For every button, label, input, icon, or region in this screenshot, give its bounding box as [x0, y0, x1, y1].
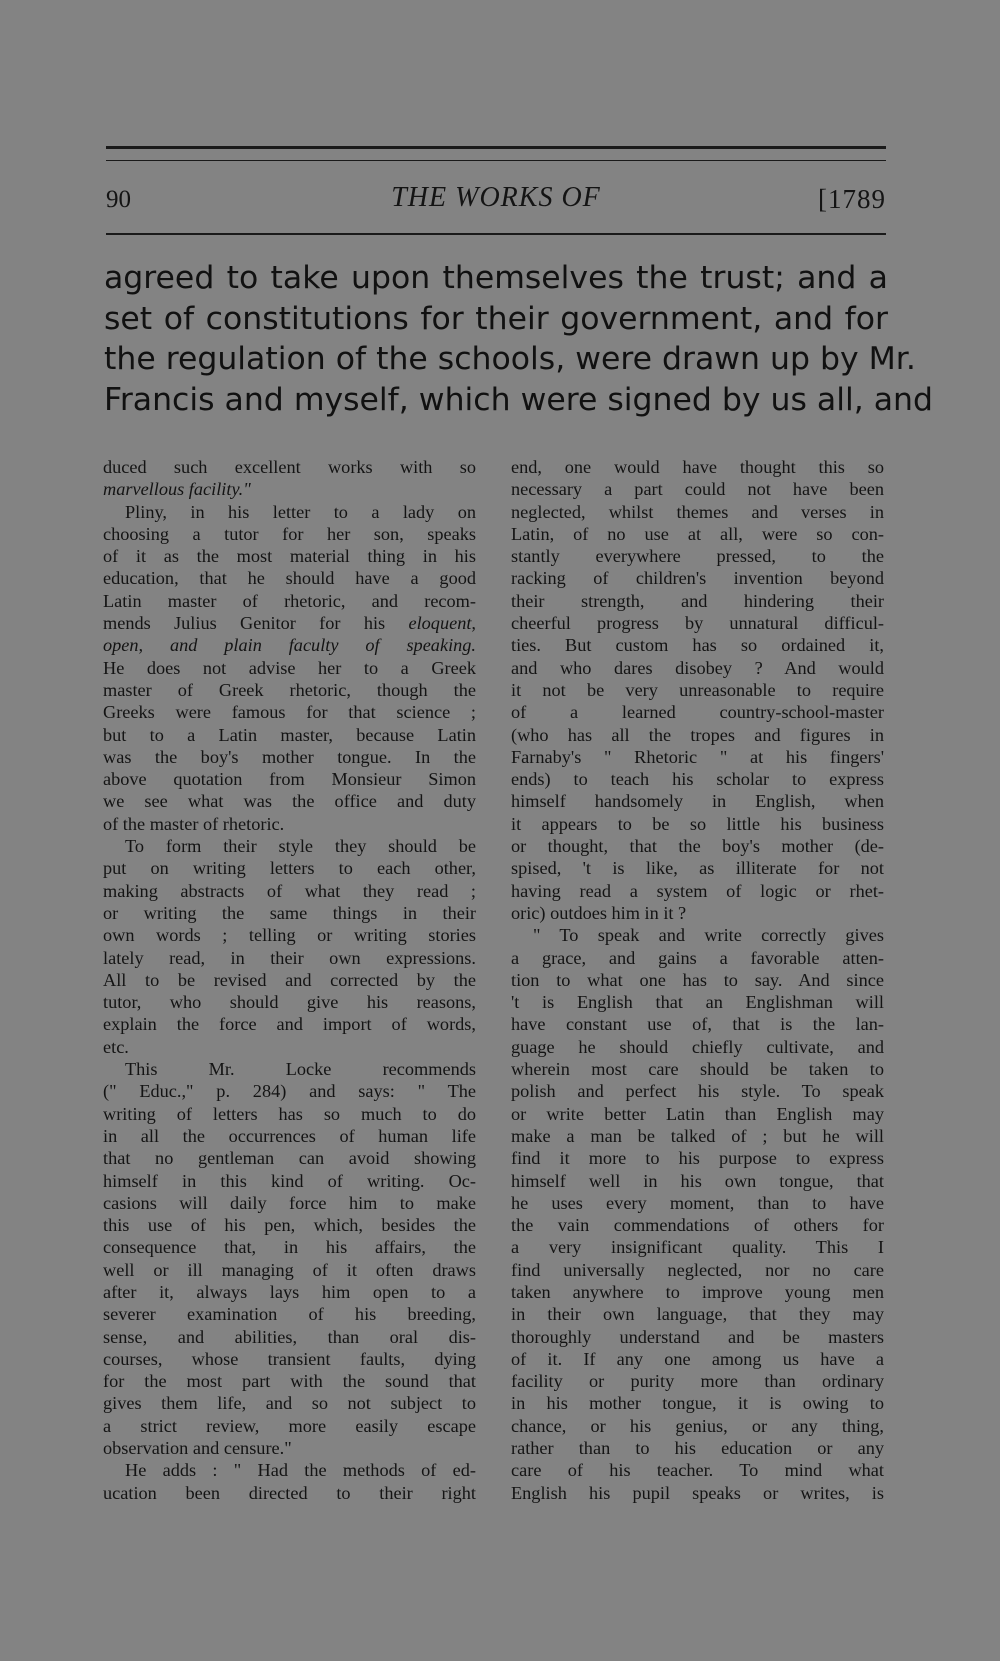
text-run: tion to what one has to say. And since [511, 969, 884, 990]
text-line [103, 1080, 476, 1102]
text-run: make a man be talked of ; but he will [511, 1125, 884, 1146]
text-line [511, 1170, 884, 1192]
text-run: This Mr. Locke recommends [125, 1059, 476, 1080]
text-run: it not be very unreasonable to require [511, 679, 884, 700]
text-line [103, 947, 476, 969]
text-line [511, 1303, 884, 1325]
text-line [103, 724, 476, 746]
text-run: their strength, and hindering their [511, 590, 884, 611]
text-line [511, 724, 884, 746]
text-run: find universally neglected, nor no care [511, 1259, 884, 1280]
text-line [103, 1147, 476, 1169]
text-run: " To speak and write correctly gives [533, 925, 884, 946]
text-run: chance, or his genius, or any thing, [511, 1415, 884, 1436]
text-line [511, 835, 884, 857]
text-run: writing of letters has so much to do [103, 1103, 476, 1124]
text-line [103, 813, 476, 835]
text-line [103, 1103, 476, 1125]
text-line [511, 902, 884, 924]
header-rule [106, 233, 886, 235]
text-run: (who has all the tropes and figures in [511, 724, 884, 745]
lead-paragraph [104, 258, 934, 420]
text-line [511, 634, 884, 656]
text-line [103, 1036, 476, 1058]
text-line [511, 1392, 884, 1414]
text-run: etc. [103, 1036, 129, 1057]
text-line [103, 1170, 476, 1192]
text-line [103, 969, 476, 991]
text-run: explain the force and import of words, [103, 1014, 476, 1035]
text-run: in all the occurrences of human life [103, 1125, 476, 1146]
text-line [103, 1303, 476, 1325]
text-run: the vain commendations of others for [511, 1215, 884, 1236]
text-run: Latin, of no use at all, were so con- [511, 523, 884, 544]
text-run: master of Greek rhetoric, though the [103, 679, 476, 700]
text-line [511, 1370, 884, 1392]
text-line [103, 657, 476, 679]
text-run: observation and censure." [103, 1438, 292, 1459]
lead-line: Francis and myself, which were signed by us all, and [104, 381, 934, 418]
text-line [103, 545, 476, 567]
text-run: consequence that, in his affairs, the [103, 1237, 476, 1258]
italic-run: eloquent, [408, 613, 476, 634]
running-title: THE WORKS OF [391, 182, 601, 213]
text-run: or write better Latin than English may [511, 1103, 884, 1124]
text-line [103, 924, 476, 946]
text-run: education, that he should have a good [103, 568, 476, 589]
text-run: having read a system of logic or rhet- [511, 880, 884, 901]
text-run: necessary a part could not have been [511, 479, 884, 500]
text-run: put on writing letters to each other, [103, 858, 476, 879]
text-line [103, 679, 476, 701]
text-run: making abstracts of what they read ; [103, 880, 476, 901]
text-run: ucation been directed to their right [103, 1482, 476, 1503]
left-column [103, 456, 476, 1504]
text-line [511, 1236, 884, 1258]
text-run: of it as the most material thing in his [103, 546, 476, 567]
text-line [103, 902, 476, 924]
text-line [103, 991, 476, 1013]
text-line [103, 1259, 476, 1281]
text-run: He adds : " Had the methods of ed- [125, 1460, 476, 1481]
text-run: 't is English that an Englishman will [511, 992, 884, 1013]
text-run: tutor, who should give his reasons, [103, 992, 476, 1013]
text-line [103, 478, 476, 500]
lead-line: set of constitutions for their government, and for [104, 300, 888, 337]
text-line [103, 1482, 476, 1504]
text-line [103, 1281, 476, 1303]
text-line [103, 567, 476, 589]
text-run: a strict review, more easily escape [103, 1415, 476, 1436]
text-run: thoroughly understand and be masters [511, 1326, 884, 1347]
text-line [103, 523, 476, 545]
text-run: polish and perfect his style. To speak [511, 1081, 884, 1102]
text-line [511, 969, 884, 991]
right-column [511, 456, 884, 1504]
text-line [511, 1036, 884, 1058]
text-line [103, 1392, 476, 1414]
text-line [103, 1125, 476, 1147]
text-run: facility or purity more than ordinary [511, 1371, 884, 1392]
text-line [511, 456, 884, 478]
text-run: or thought, that the boy's mother (de- [511, 836, 884, 857]
text-run: oric) outdoes him in it ? [511, 902, 687, 923]
text-line [511, 567, 884, 589]
text-run: for the most part with the sound that [103, 1371, 476, 1392]
text-line [103, 835, 476, 857]
text-line [511, 545, 884, 567]
text-line [511, 1459, 884, 1481]
text-line [511, 790, 884, 812]
text-line [511, 523, 884, 545]
text-line [103, 857, 476, 879]
lead-line: agreed to take upon themselves the trust; and a [104, 260, 888, 296]
year-marker: [1789 [818, 184, 886, 214]
text-line [511, 947, 884, 969]
text-run: ties. But custom has so ordained it, [511, 635, 884, 656]
text-run: ends) to teach his scholar to express [511, 769, 884, 790]
text-run: Latin master of rhetoric, and recom- [103, 590, 476, 611]
text-line [511, 1214, 884, 1236]
text-line [511, 1348, 884, 1370]
text-line [103, 1192, 476, 1214]
top-rule-thick [106, 146, 886, 149]
text-run: All to be revised and corrected by the [103, 969, 476, 990]
text-run: or writing the same things in their [103, 902, 476, 923]
text-run: duced such excellent works with so [103, 457, 476, 477]
text-line [103, 701, 476, 723]
text-run: himself well in his own tongue, that [511, 1170, 884, 1191]
text-run: it appears to be so little his business [511, 813, 884, 834]
text-run: gives them life, and so not subject to [103, 1393, 476, 1414]
text-line [511, 924, 884, 946]
text-line [103, 456, 476, 478]
text-run: own words ; telling or writing stories [103, 925, 476, 946]
text-line [103, 1459, 476, 1481]
text-run: lately read, in their own expressions. [103, 947, 476, 968]
text-run: well or ill managing of it often draws [103, 1259, 476, 1280]
text-run: He does not advise her to a Greek [103, 657, 476, 678]
text-line [511, 612, 884, 634]
text-line [511, 1013, 884, 1035]
text-run: a grace, and gains a favorable atten- [511, 947, 884, 968]
text-line [103, 1437, 476, 1459]
text-line [103, 501, 476, 523]
text-run: Greeks were famous for that science ; [103, 702, 476, 723]
text-line [103, 590, 476, 612]
text-run: casions will daily force him to make [103, 1192, 476, 1213]
text-line [511, 701, 884, 723]
text-line [511, 501, 884, 523]
text-run: he uses every moment, than to have [511, 1192, 884, 1213]
text-run: racking of children's invention beyond [511, 568, 884, 589]
text-run: a very insignificant quality. This I [511, 1237, 884, 1258]
text-run: but to a Latin master, because Latin [103, 724, 476, 745]
text-run: that no gentleman can avoid showing [103, 1148, 476, 1169]
text-run: guage he should chiefly cultivate, and [511, 1036, 884, 1057]
text-run: have constant use of, that is the lan- [511, 1014, 884, 1035]
text-line [103, 1058, 476, 1080]
text-run: himself handsomely in English, when [511, 791, 884, 812]
text-line [103, 1236, 476, 1258]
text-run: in his mother tongue, it is owing to [511, 1393, 884, 1414]
text-run: after it, always lays him open to a [103, 1281, 476, 1302]
text-run: of the master of rhetoric. [103, 813, 285, 834]
text-line [103, 1348, 476, 1370]
text-run: in their own language, that they may [511, 1304, 884, 1325]
text-line [511, 1415, 884, 1437]
text-line [103, 1013, 476, 1035]
text-line [103, 746, 476, 768]
text-line [511, 746, 884, 768]
text-line [511, 813, 884, 835]
text-run: spised, 't is like, as illiterate for not [511, 858, 884, 879]
text-run: choosing a tutor for her son, speaks [103, 523, 476, 544]
text-run: care of his teacher. To mind what [511, 1460, 884, 1481]
text-run: mends Julius Genitor for his [103, 613, 409, 634]
text-run: courses, whose transient faults, dying [103, 1348, 476, 1369]
text-line [511, 880, 884, 902]
text-line [511, 991, 884, 1013]
text-run: was the boy's mother tongue. In the [103, 746, 476, 767]
text-run: of a learned country-school-master [511, 702, 884, 723]
text-run: wherein most care should be taken to [511, 1059, 884, 1080]
text-run: marvellous facility." [103, 479, 251, 500]
text-line [511, 1103, 884, 1125]
text-line [511, 590, 884, 612]
page-number: 90 [106, 186, 131, 213]
text-line [511, 1326, 884, 1348]
text-line [511, 679, 884, 701]
page-header [106, 182, 886, 222]
text-line [511, 1080, 884, 1102]
text-run: taken anywhere to improve young men [511, 1281, 884, 1302]
text-run: find it more to his purpose to express [511, 1148, 884, 1169]
text-line [103, 1214, 476, 1236]
text-run: rather than to his education or any [511, 1438, 884, 1459]
text-line [103, 612, 476, 634]
text-run: Farnaby's " Rhetoric " at his fingers' [511, 746, 884, 767]
text-line [103, 634, 476, 656]
text-line [511, 768, 884, 790]
text-run: English his pupil speaks or writes, is [511, 1482, 884, 1503]
text-run: of it. If any one among us have a [511, 1348, 884, 1369]
text-line [103, 768, 476, 790]
text-run: above quotation from Monsieur Simon [103, 769, 476, 790]
text-line [511, 1482, 884, 1504]
text-run: Pliny, in his letter to a lady on [125, 501, 476, 522]
text-line [511, 1281, 884, 1303]
text-run: stantly everywhere pressed, to the [511, 546, 884, 567]
text-line [511, 1058, 884, 1080]
text-line [511, 1259, 884, 1281]
text-run: this use of his pen, which, besides the [103, 1215, 476, 1236]
text-line [511, 1192, 884, 1214]
text-run: end, one would have thought this so [511, 457, 884, 477]
text-line [103, 790, 476, 812]
text-line [511, 857, 884, 879]
lead-line: the regulation of the schools, were drawn up by Mr. [104, 341, 916, 377]
text-line [511, 1437, 884, 1459]
top-rule-thin [106, 160, 886, 161]
italic-run: open, and plain faculty of speaking. [103, 635, 476, 656]
text-line [103, 1326, 476, 1348]
text-run: To form their style they should be [125, 836, 476, 857]
text-line [511, 1125, 884, 1147]
text-run: cheerful progress by unnatural difficul- [511, 613, 884, 634]
text-line [103, 1415, 476, 1437]
text-run: we see what was the office and duty [103, 791, 476, 812]
text-run: and who dares disobey ? And would [511, 657, 884, 678]
text-line [103, 1370, 476, 1392]
text-line [511, 1147, 884, 1169]
text-line [511, 478, 884, 500]
text-run: severer examination of his breeding, [103, 1304, 476, 1325]
text-run: sense, and abilities, than oral dis- [103, 1326, 476, 1347]
text-run: (" Educ.," p. 284) and says: " The [103, 1081, 476, 1102]
text-line [103, 880, 476, 902]
text-run: himself in this kind of writing. Oc- [103, 1170, 476, 1191]
text-run: neglected, whilst themes and verses in [511, 501, 884, 522]
text-line [511, 657, 884, 679]
